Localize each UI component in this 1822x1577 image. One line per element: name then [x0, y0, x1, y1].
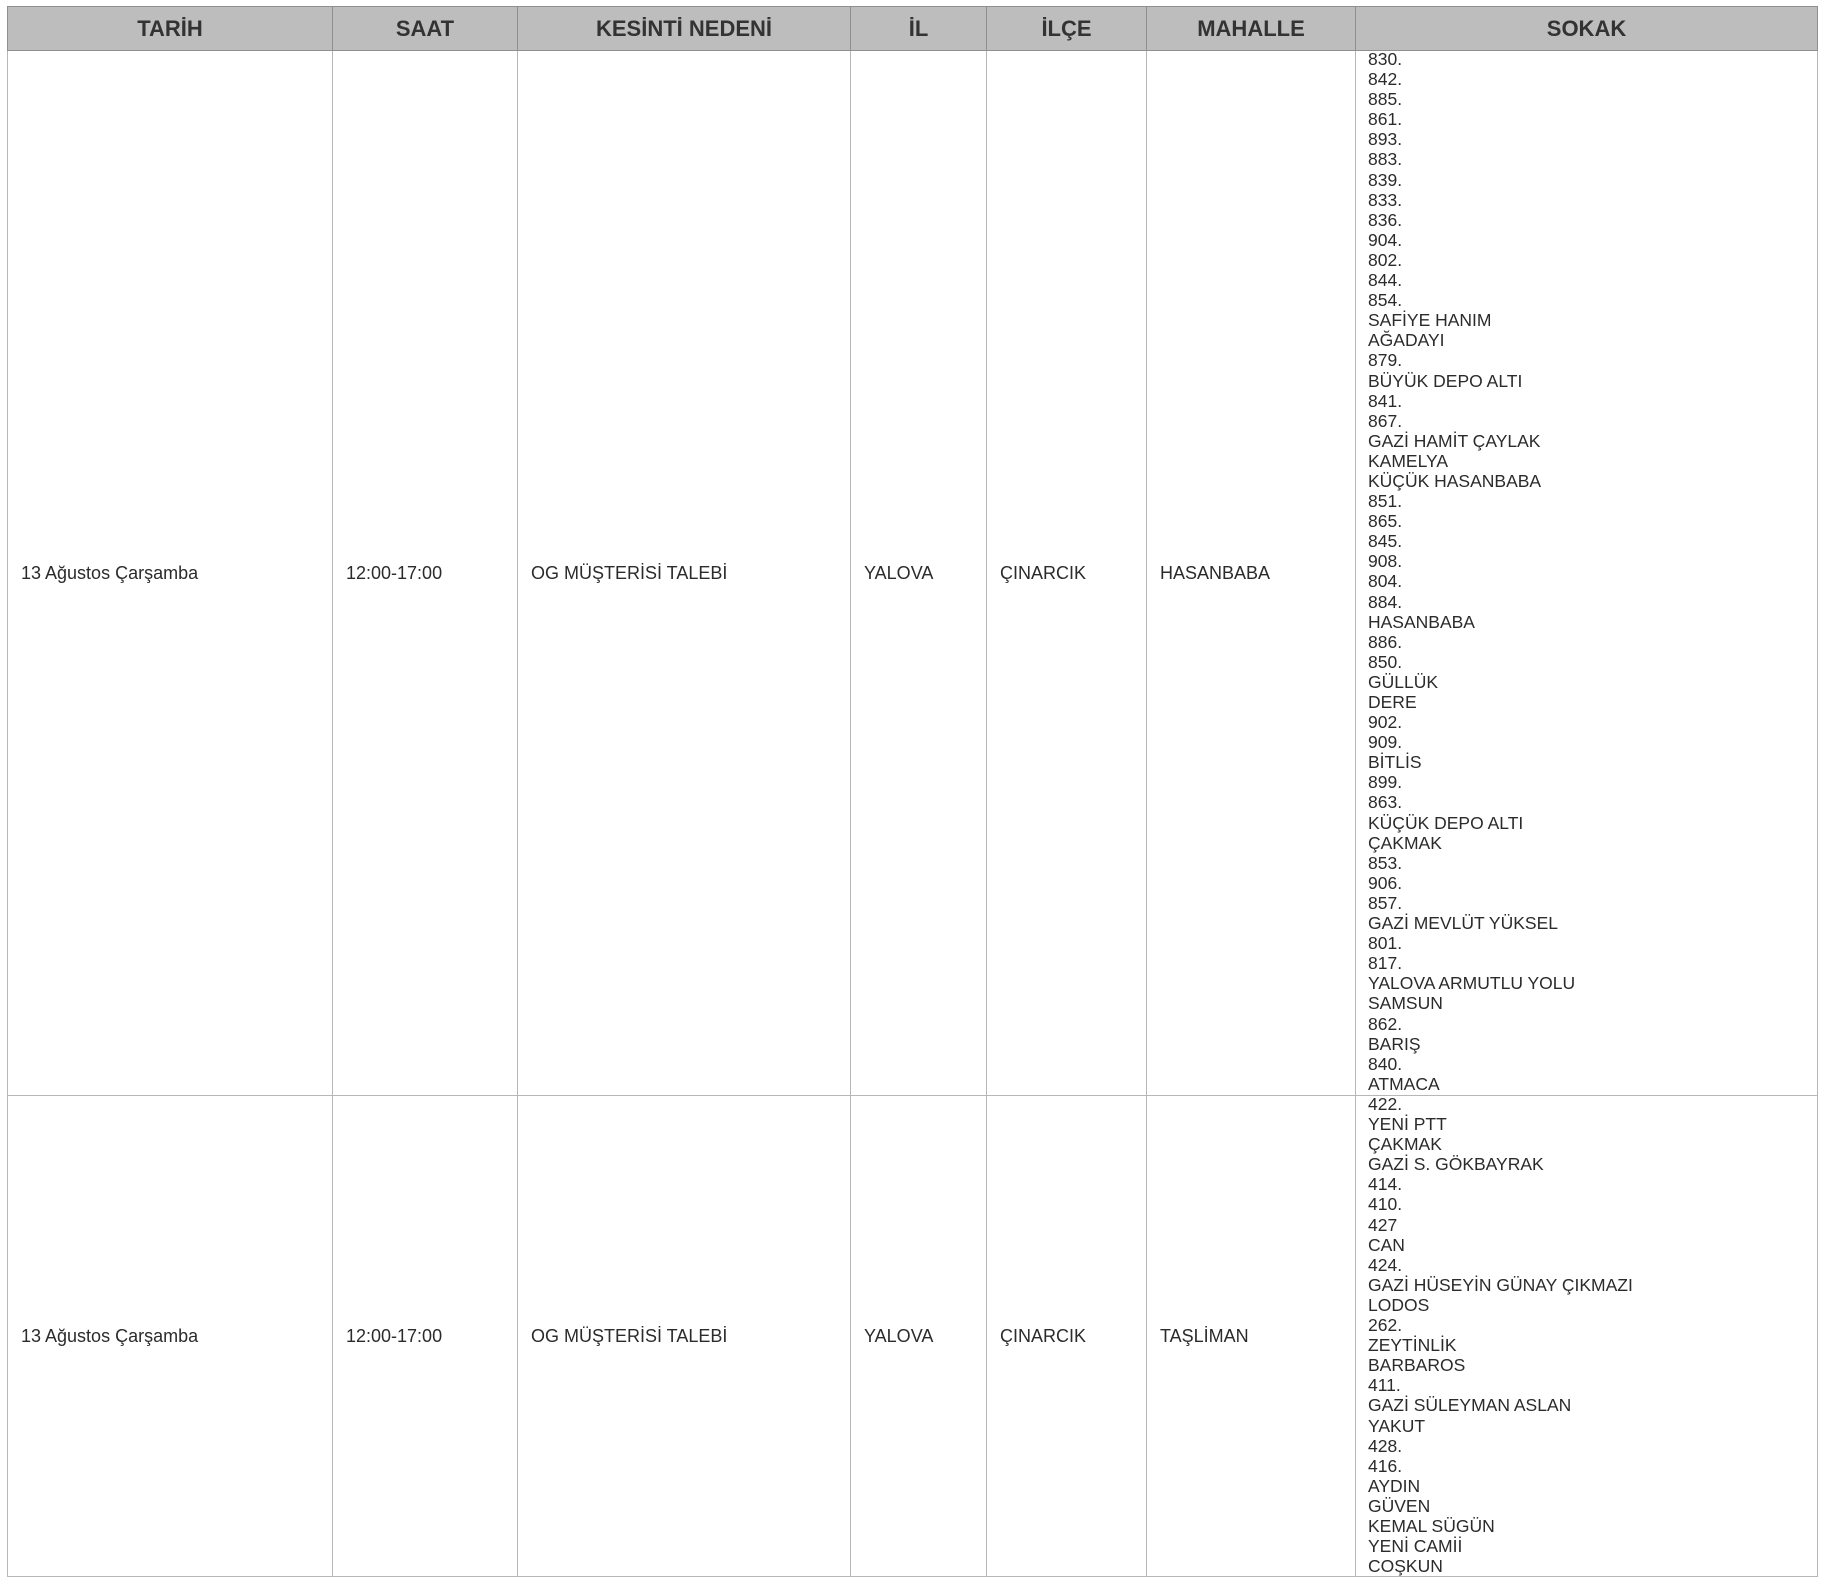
street-item: ÇAKMAK [1368, 832, 1442, 853]
cell-ilce: ÇINARCIK [987, 1096, 1147, 1577]
street-item: 817. [1368, 953, 1403, 974]
street-item: 863. [1368, 792, 1403, 813]
street-item: ATMACA [1368, 1073, 1440, 1094]
street-item: GAZİ SÜLEYMAN ASLAN [1368, 1395, 1572, 1416]
street-item: 850. [1368, 651, 1403, 672]
cell-mahalle: TAŞLİMAN [1147, 1096, 1356, 1577]
street-item: 867. [1368, 410, 1403, 431]
cell-il: YALOVA [851, 51, 987, 1096]
street-item: 424. [1368, 1254, 1403, 1275]
street-item: 893. [1368, 129, 1403, 150]
header-tarih: TARİH [8, 7, 333, 51]
street-item: 411. [1368, 1375, 1401, 1396]
street-item: 884. [1368, 591, 1403, 612]
street-item: 854. [1368, 290, 1403, 311]
street-item: GÜVEN [1368, 1495, 1431, 1516]
street-item: 865. [1368, 511, 1403, 532]
cell-ilce: ÇINARCIK [987, 51, 1147, 1096]
header-row [8, 7, 1818, 51]
street-item: 908. [1368, 551, 1403, 572]
street-item: 840. [1368, 1053, 1403, 1074]
street-item: COŞKUN [1368, 1556, 1443, 1577]
cell-tarih: 13 Ağustos Çarşamba [8, 1096, 333, 1577]
cell-saat: 12:00-17:00 [333, 51, 518, 1096]
street-item: YENİ PTT [1368, 1114, 1447, 1135]
street-item: 885. [1368, 89, 1403, 110]
street-item: 842. [1368, 69, 1403, 90]
cell-mahalle: HASANBABA [1147, 51, 1356, 1096]
street-item: YAKUT [1368, 1415, 1426, 1436]
street-item: 802. [1368, 249, 1403, 270]
cell-kesinti-nedeni: OG MÜŞTERİSİ TALEBİ [518, 1096, 851, 1577]
street-item: BARIŞ [1368, 1033, 1421, 1054]
street-item: 902. [1368, 712, 1403, 733]
street-item: 804. [1368, 571, 1403, 592]
street-item: 886. [1368, 631, 1403, 652]
header-saat: SAAT [333, 7, 518, 51]
street-item: KEMAL SÜGÜN [1368, 1515, 1495, 1536]
street-item: BÜYÜK DEPO ALTI [1368, 370, 1523, 391]
street-item: AYDIN [1368, 1475, 1421, 1496]
street-item: 906. [1368, 872, 1403, 893]
street-item: 862. [1368, 1013, 1403, 1034]
table-header [8, 7, 1818, 51]
street-item: 836. [1368, 209, 1403, 230]
header-mahalle: MAHALLE [1147, 7, 1356, 51]
street-item: GAZİ HAMİT ÇAYLAK [1368, 430, 1541, 451]
street-item: 883. [1368, 149, 1403, 170]
street-item: GÜLLÜK [1368, 671, 1439, 692]
street-item: ZEYTİNLİK [1368, 1335, 1457, 1356]
header-il: İL [851, 7, 987, 51]
street-item: YALOVA ARMUTLU YOLU [1368, 973, 1576, 994]
street-item: 879. [1368, 350, 1403, 371]
street-item: SAFİYE HANIM [1368, 310, 1492, 331]
outage-table [7, 6, 1818, 1577]
street-item: HASANBABA [1368, 611, 1475, 632]
street-item: 841. [1368, 390, 1403, 411]
street-item: SAMSUN [1368, 993, 1443, 1014]
table-row [8, 51, 1818, 1096]
table-row [8, 1096, 1818, 1577]
table-body [8, 51, 1818, 1577]
street-item: KÜÇÜK HASANBABA [1368, 470, 1542, 491]
header-sokak: SOKAK [1356, 7, 1818, 51]
street-item: 853. [1368, 852, 1403, 873]
street-item: 861. [1368, 109, 1403, 130]
header-kesinti-nedeni: KESİNTİ NEDENİ [518, 7, 851, 51]
street-list [1368, 49, 1817, 1094]
street-item: 830. [1368, 49, 1403, 69]
street-item: 262. [1368, 1315, 1403, 1336]
outage-table-container [7, 6, 1817, 1577]
street-item: 416. [1368, 1455, 1403, 1476]
street-item: GAZİ HÜSEYİN GÜNAY ÇIKMAZI [1368, 1274, 1633, 1295]
cell-il: YALOVA [851, 1096, 987, 1577]
street-item: 410. [1368, 1194, 1403, 1215]
street-item: DERE [1368, 692, 1417, 712]
street-item: KÜÇÜK DEPO ALTI [1368, 812, 1524, 833]
street-item: 909. [1368, 732, 1403, 753]
street-item: AĞADAYI [1368, 330, 1445, 351]
street-item: ÇAKMAK [1368, 1134, 1442, 1155]
street-item: 414. [1368, 1174, 1403, 1195]
header-ilce: İLÇE [987, 7, 1147, 51]
street-item: BARBAROS [1368, 1355, 1466, 1376]
street-item: 422. [1368, 1094, 1403, 1114]
street-item: YENİ CAMİİ [1368, 1536, 1463, 1557]
street-item: 427 [1368, 1214, 1398, 1235]
cell-kesinti-nedeni: OG MÜŞTERİSİ TALEBİ [518, 51, 851, 1096]
street-item: GAZİ S. GÖKBAYRAK [1368, 1154, 1544, 1175]
street-item: 904. [1368, 229, 1403, 250]
street-item: 899. [1368, 772, 1403, 793]
street-item: 801. [1368, 933, 1403, 954]
cell-sokak [1356, 1096, 1818, 1577]
cell-saat: 12:00-17:00 [333, 1096, 518, 1577]
street-item: 844. [1368, 270, 1403, 291]
cell-tarih: 13 Ağustos Çarşamba [8, 51, 333, 1096]
street-list [1368, 1094, 1817, 1576]
street-item: 839. [1368, 169, 1403, 190]
street-item: CAN [1368, 1234, 1405, 1255]
street-item: 857. [1368, 892, 1403, 913]
street-item: KAMELYA [1368, 450, 1449, 471]
street-item: BİTLİS [1368, 752, 1422, 773]
street-item: 845. [1368, 531, 1403, 552]
street-item: 428. [1368, 1435, 1403, 1456]
street-item: 851. [1368, 491, 1403, 512]
street-item: LODOS [1368, 1294, 1430, 1315]
street-item: 833. [1368, 189, 1403, 210]
cell-sokak [1356, 51, 1818, 1096]
street-item: GAZİ MEVLÜT YÜKSEL [1368, 913, 1558, 934]
